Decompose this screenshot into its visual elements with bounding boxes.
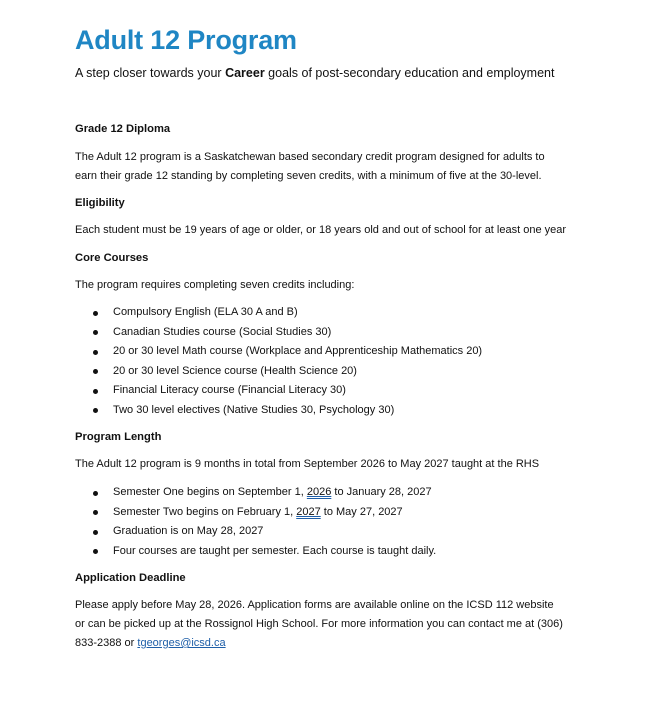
bullet-icon <box>93 408 98 413</box>
bullet-icon <box>93 389 98 394</box>
email-link[interactable]: tgeorges@icsd.ca <box>137 637 226 649</box>
list-item-text: 20 or 30 level Science course (Health Science 20) <box>113 364 357 377</box>
list-item <box>75 323 482 343</box>
eligibility-text: Each student must be 19 years of age or older, or 18 years old and out of school for at least one year <box>75 224 567 236</box>
list-item-text: Semester One begins on September 1, <box>113 486 307 498</box>
core-courses-list <box>75 303 482 420</box>
list-item-text: 20 or 30 level Math course (Workplace and Apprenticeship Mathematics 20) <box>113 345 483 357</box>
section-heading-core-courses: Core Courses <box>75 252 149 264</box>
list-item <box>75 522 436 542</box>
list-item-text: Compulsory English (ELA 30 A and B) <box>113 306 298 318</box>
page-title: Adult 12 Program <box>75 25 297 55</box>
section-heading-diploma: Grade 12 Diploma <box>75 123 171 135</box>
list-item <box>75 542 436 562</box>
program-length-list <box>75 483 436 561</box>
subtitle-text-end: goals of post-secondary education and employment <box>264 66 555 80</box>
list-item <box>75 401 482 421</box>
section-heading-application-deadline: Application Deadline <box>75 572 186 584</box>
list-item <box>75 362 482 382</box>
deadline-text-line-1: Please apply before May 28, 2026. Application forms are available online on the ICSD 112 website <box>75 599 554 611</box>
deadline-text-line-2: or can be picked up at the Rossignol High School. For more information you can contact me at (306) <box>75 618 563 630</box>
list-item <box>75 303 482 323</box>
list-item <box>75 503 436 523</box>
bullet-icon <box>93 549 98 554</box>
contact-phone-text: 833-2388 or <box>75 637 138 649</box>
list-item-text: Financial Literacy course (Financial Literacy 30) <box>113 384 346 396</box>
bullet-icon <box>93 350 98 355</box>
subtitle-text-start: A step closer towards your <box>75 66 226 80</box>
date-link[interactable]: 2026 <box>306 486 332 498</box>
list-item-text: to January 28, 2027 <box>331 486 432 498</box>
diploma-text-line-1: The Adult 12 program is a Saskatchewan based secondary credit program designed for adults to <box>75 151 545 163</box>
bullet-icon <box>93 369 98 374</box>
list-item-text: Two 30 level electives (Native Studies 30, Psychology 30) <box>113 403 395 416</box>
bullet-icon <box>93 311 98 316</box>
core-courses-intro: The program requires completing seven credits including: <box>75 279 355 291</box>
page-subtitle <box>75 66 554 80</box>
list-item <box>75 342 482 362</box>
list-item-text: Canadian Studies course (Social Studies 30) <box>113 325 332 338</box>
section-heading-program-length: Program Length <box>75 431 162 443</box>
diploma-text-line-2: earn their grade 12 standing by completing seven credits, with a minimum of five at the 30-level. <box>75 170 542 182</box>
list-item <box>75 483 436 503</box>
list-item <box>75 381 482 401</box>
bullet-icon <box>93 330 98 335</box>
list-item-text: Graduation is on May 28, 2027 <box>113 525 264 537</box>
section-heading-eligibility: Eligibility <box>75 197 125 209</box>
list-item-text: Semester Two begins on February 1, <box>113 505 297 518</box>
bullet-icon <box>93 491 98 496</box>
date-link[interactable]: 2027 <box>296 505 321 518</box>
bullet-icon <box>93 530 98 535</box>
list-item-text: Four courses are taught per semester. Each course is taught daily. <box>113 544 437 557</box>
program-length-intro: The Adult 12 program is 9 months in total from September 2026 to May 2027 taught at the RHS <box>75 458 540 470</box>
bullet-icon <box>93 510 98 515</box>
subtitle-emphasis: Career <box>225 66 265 80</box>
list-item-text: to May 27, 2027 <box>320 505 403 518</box>
deadline-text-line-3 <box>75 634 226 653</box>
